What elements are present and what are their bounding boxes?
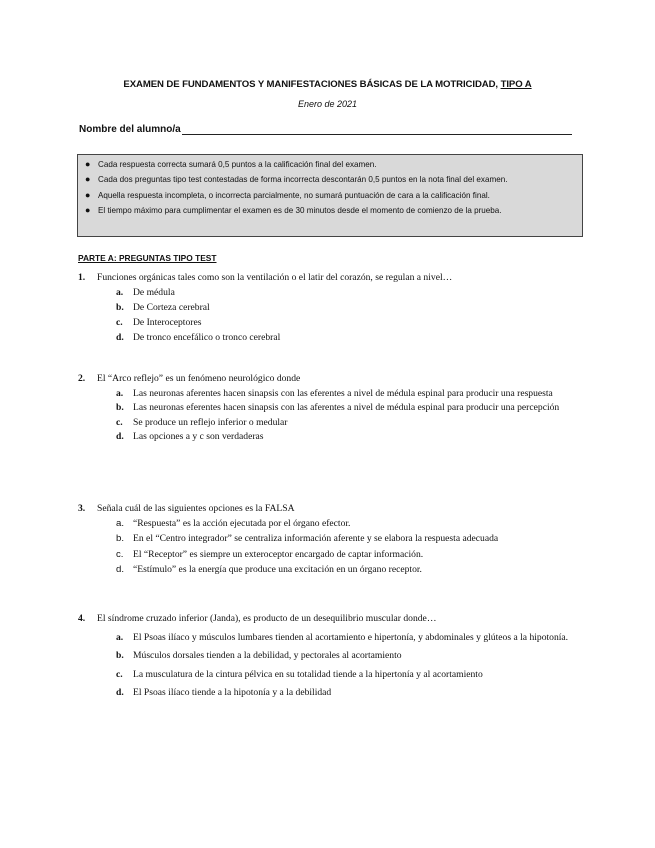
option-3b[interactable]: b. En el “Centro integrador” se centraliza información aferente y se elabora la respuesta adecuada <box>116 533 499 545</box>
instruction-item: ● Cada respuesta correcta sumará 0,5 puntos a la calificación final del examen. <box>84 158 576 171</box>
exam-date: Enero de 2021 <box>297 99 358 109</box>
exam-type: TIPO A <box>500 79 532 90</box>
exam-title <box>0 79 655 90</box>
student-name-row <box>79 124 572 135</box>
question-text: Funciones orgánicas tales como son la ventilación o el latir del corazón, se regulan a nivel… <box>97 272 453 283</box>
question-2 <box>78 372 583 445</box>
bullet-icon: ● <box>85 204 91 215</box>
option-2c[interactable]: c. Se produce un reflejo inferior o medular <box>116 416 288 428</box>
instruction-item: ● Aquella respuesta incompleta, o incorrecta parcialmente, no sumará puntuación de cara a la calificación final. <box>84 189 576 202</box>
exam-title-main: EXAMEN DE FUNDAMENTOS Y MANIFESTACIONES BÁSICAS DE LA MOTRICIDAD, <box>123 79 501 90</box>
option-3a[interactable]: a. “Respuesta” es la acción ejecutada por el órgano efector. <box>116 518 351 530</box>
instructions-box <box>77 154 583 237</box>
option-4c[interactable]: c. La musculatura de la cintura pélvica en su totalidad tiende a la hipertonía y al acortamiento <box>116 668 483 680</box>
section-title: PARTE A: PREGUNTAS TIPO TEST <box>78 253 217 263</box>
instruction-item: ● El tiempo máximo para cumplimentar el examen es de 30 minutos desde el momento de comienzo de la prueba. <box>84 204 576 217</box>
option-3d[interactable]: d. “Estímulo” es la energía que produce una excitación en un órgano receptor. <box>116 563 422 575</box>
option-2d[interactable]: d. Las opciones a y c son verdaderas <box>116 431 264 442</box>
bullet-icon: ● <box>85 174 91 185</box>
option-2b[interactable]: b. Las neuronas eferentes hacen sinapsis con las aferentes a nivel de médula espinal para producir una percepción <box>116 402 560 413</box>
question-text: El “Arco reflejo” es un fenómeno neurológico donde <box>97 373 301 384</box>
option-4a[interactable]: a. El Psoas ilíaco y músculos lumbares tienden al acortamiento e hipertonía, y abdominales y glúteos a la hipotonía. <box>116 631 569 643</box>
option-1c[interactable]: c. De Interoceptores <box>116 317 202 328</box>
question-4 <box>78 610 583 703</box>
question-text: El síndrome cruzado inferior (Janda), es producto de un desequilibrio muscular donde… <box>97 613 437 624</box>
bullet-icon: ● <box>85 189 91 200</box>
option-3c[interactable]: c. El “Receptor” es siempre un exteroceptor encargado de captar información. <box>116 548 424 560</box>
option-4b[interactable]: b. Músculos dorsales tienden a la debilidad, y pectorales al acortamiento <box>116 650 402 661</box>
question-number: 4. <box>78 613 86 624</box>
question-number: 3. <box>78 503 86 514</box>
question-number: 1. <box>78 272 86 283</box>
student-name-field[interactable] <box>182 124 572 135</box>
option-1d[interactable]: d. De tronco encefálico o tronco cerebral <box>116 332 281 343</box>
instruction-item: ● Cada dos preguntas tipo test contestadas de forma incorrecta descontarán 0,5 puntos en la nota final del examen. <box>84 173 576 186</box>
option-1b[interactable]: b. De Corteza cerebral <box>116 302 210 313</box>
question-text: Señala cuál de las siguientes opciones es la FALSA <box>97 503 295 514</box>
bullet-icon: ● <box>85 159 91 169</box>
option-4d[interactable]: d. El Psoas ilíaco tiende a la hipotonía y a la debilidad <box>116 687 332 698</box>
question-3 <box>78 501 583 577</box>
question-1 <box>78 270 583 345</box>
question-number: 2. <box>78 373 86 384</box>
student-name-label: Nombre del alumno/a <box>79 124 181 135</box>
option-2a[interactable]: a. Las neuronas aferentes hacen sinapsis con las eferentes a nivel de médula espinal para producir una respuesta <box>116 387 553 399</box>
option-1a[interactable]: a. De médula <box>116 287 175 298</box>
